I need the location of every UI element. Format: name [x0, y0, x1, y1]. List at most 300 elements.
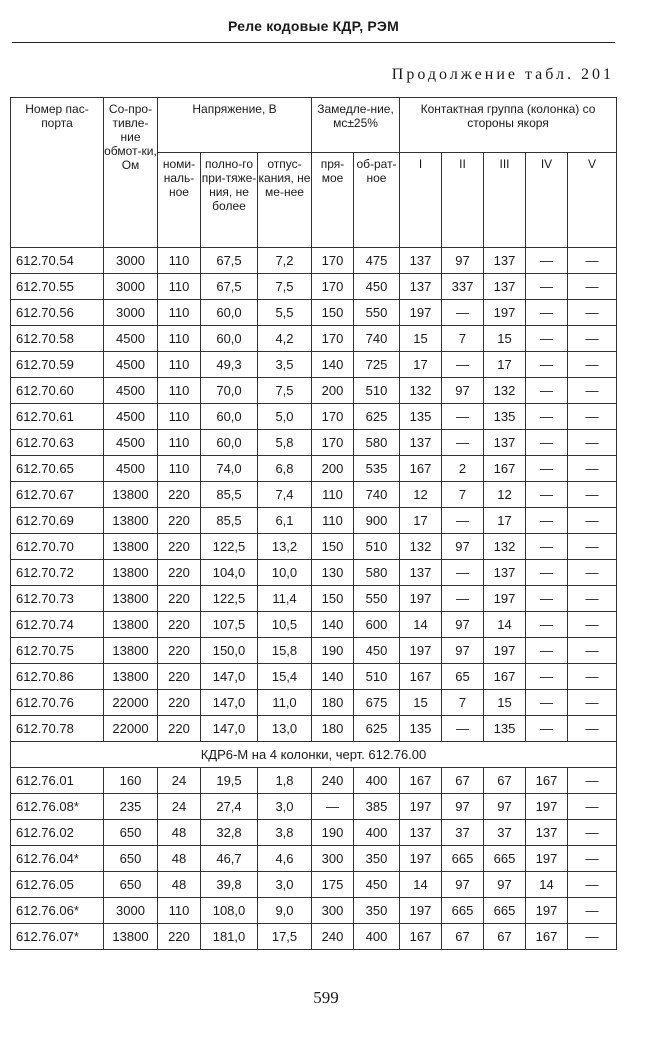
cell-passport-number: 612.76.04* [11, 846, 104, 872]
table-cell: 135 [400, 404, 442, 430]
table-cell: 14 [400, 872, 442, 898]
table-cell: 13800 [104, 534, 158, 560]
table-cell: 60,0 [201, 326, 258, 352]
cell-passport-number: 612.76.06* [11, 898, 104, 924]
table-cell: — [526, 352, 568, 378]
table-cell: 17 [484, 508, 526, 534]
table-cell: — [526, 378, 568, 404]
table-cell: 220 [158, 482, 201, 508]
table-cell: 147,0 [201, 716, 258, 742]
table-section [11, 742, 617, 768]
table-cell: — [568, 716, 617, 742]
table-cell: 17,5 [258, 924, 312, 950]
cell-passport-number: 612.70.76 [11, 690, 104, 716]
table-cell: 4500 [104, 430, 158, 456]
table-row [11, 378, 617, 404]
table-row [11, 690, 617, 716]
table-cell: 197 [400, 638, 442, 664]
table-cell: 60,0 [201, 300, 258, 326]
table-cell: — [568, 612, 617, 638]
table-cell: 140 [312, 352, 354, 378]
table-cell: 11,4 [258, 586, 312, 612]
table-cell: — [526, 690, 568, 716]
table-body-kdr [11, 248, 617, 742]
table-cell: 137 [484, 274, 526, 300]
table-cell: 107,5 [201, 612, 258, 638]
table-cell: 197 [400, 586, 442, 612]
table-cell: 24 [158, 794, 201, 820]
cell-passport-number: 612.70.60 [11, 378, 104, 404]
table-cell: 110 [158, 274, 201, 300]
cell-passport-number: 612.76.02 [11, 820, 104, 846]
table-row [11, 872, 617, 898]
table-cell: 5,5 [258, 300, 312, 326]
table-cell: 510 [354, 534, 400, 560]
table-cell: — [568, 534, 617, 560]
table-cell: 167 [526, 768, 568, 794]
table-cell: 13800 [104, 482, 158, 508]
table-cell: 170 [312, 248, 354, 274]
table-cell: 27,4 [201, 794, 258, 820]
table-cell: — [526, 456, 568, 482]
cell-passport-number: 612.76.08* [11, 794, 104, 820]
table-row [11, 794, 617, 820]
table-cell: 580 [354, 560, 400, 586]
table-cell: 150 [312, 300, 354, 326]
table-cell: 137 [526, 820, 568, 846]
table-cell: 13800 [104, 612, 158, 638]
table-row [11, 274, 617, 300]
header-column-5: V [568, 153, 617, 248]
table-cell: 67 [442, 924, 484, 950]
table-cell: 137 [484, 248, 526, 274]
table-cell: 97 [442, 794, 484, 820]
table-row [11, 898, 617, 924]
table-cell: 110 [158, 378, 201, 404]
table-cell: 4500 [104, 404, 158, 430]
table-cell: 110 [312, 482, 354, 508]
cell-passport-number: 612.70.69 [11, 508, 104, 534]
table-cell: 10,5 [258, 612, 312, 638]
table-row [11, 326, 617, 352]
table-row [11, 456, 617, 482]
cell-passport-number: 612.70.56 [11, 300, 104, 326]
table-cell: 110 [158, 352, 201, 378]
table-row [11, 846, 617, 872]
table-cell: 740 [354, 482, 400, 508]
header-column-4: IV [526, 153, 568, 248]
table-cell: 97 [442, 248, 484, 274]
table-cell: 167 [526, 924, 568, 950]
table-cell: — [568, 326, 617, 352]
header-delay: Замедле-ние, мс±25% [312, 98, 400, 153]
table-cell: 37 [484, 820, 526, 846]
table-cell: 14 [484, 612, 526, 638]
table-cell: — [442, 430, 484, 456]
table-cell: 665 [442, 898, 484, 924]
table-cell: 190 [312, 820, 354, 846]
table-cell: 85,5 [201, 508, 258, 534]
table-cell: — [526, 508, 568, 534]
cell-passport-number: 612.70.72 [11, 560, 104, 586]
table-cell: 13,2 [258, 534, 312, 560]
table-cell: — [526, 482, 568, 508]
table-cell: 4,2 [258, 326, 312, 352]
table-cell: 9,0 [258, 898, 312, 924]
table-cell: 181,0 [201, 924, 258, 950]
table-cell: 197 [484, 638, 526, 664]
table-cell: — [526, 716, 568, 742]
table-cell: — [568, 664, 617, 690]
table-cell: — [568, 456, 617, 482]
header-delay-reverse: об-рат-ное [354, 153, 400, 248]
header-column-1: I [400, 153, 442, 248]
running-head: Реле кодовые КДР, РЭМ [228, 18, 399, 34]
table-cell: 170 [312, 274, 354, 300]
table-cell: 197 [526, 846, 568, 872]
table-cell: 197 [484, 586, 526, 612]
table-cell: 132 [400, 378, 442, 404]
table-cell: 60,0 [201, 430, 258, 456]
table-cell: 220 [158, 690, 201, 716]
table-cell: 625 [354, 404, 400, 430]
cell-passport-number: 612.70.55 [11, 274, 104, 300]
table-row [11, 352, 617, 378]
table-cell: 650 [104, 872, 158, 898]
table-cell: 110 [158, 898, 201, 924]
table-cell: — [442, 716, 484, 742]
table-cell: 17 [400, 508, 442, 534]
table-cell: 13800 [104, 638, 158, 664]
table-cell: 97 [442, 378, 484, 404]
table-cell: 122,5 [201, 586, 258, 612]
table-cell: 37 [442, 820, 484, 846]
table-cell: 550 [354, 586, 400, 612]
table-cell: 665 [484, 898, 526, 924]
table-cell: — [568, 794, 617, 820]
table-cell: 725 [354, 352, 400, 378]
table-row [11, 638, 617, 664]
table-cell: 197 [400, 846, 442, 872]
table-row [11, 716, 617, 742]
table-cell: 11,0 [258, 690, 312, 716]
table-cell: — [442, 404, 484, 430]
table-cell: 170 [312, 404, 354, 430]
table-cell: 7,5 [258, 378, 312, 404]
header-rule [12, 42, 615, 43]
table-cell: 200 [312, 378, 354, 404]
table-cell: 15 [400, 326, 442, 352]
table-cell: 510 [354, 664, 400, 690]
table-cell: 132 [484, 534, 526, 560]
cell-passport-number: 612.70.75 [11, 638, 104, 664]
table-cell: — [568, 248, 617, 274]
table-row [11, 820, 617, 846]
table-cell: 2 [442, 456, 484, 482]
table-cell: — [526, 274, 568, 300]
table-cell: — [526, 560, 568, 586]
table-cell: 7 [442, 690, 484, 716]
table-cell: — [442, 352, 484, 378]
table-cell: — [568, 404, 617, 430]
table-cell: 3,0 [258, 872, 312, 898]
table-cell: — [568, 352, 617, 378]
table-cell: 220 [158, 664, 201, 690]
table-cell: 15 [400, 690, 442, 716]
table-cell: 240 [312, 924, 354, 950]
table-cell: 220 [158, 534, 201, 560]
table-cell: 160 [104, 768, 158, 794]
header-voltage-release: отпус-кания, не ме-нее [258, 153, 312, 248]
table-cell: 167 [400, 768, 442, 794]
table-cell: — [568, 924, 617, 950]
table-cell: 48 [158, 820, 201, 846]
cell-passport-number: 612.70.78 [11, 716, 104, 742]
table-cell: 550 [354, 300, 400, 326]
table-cell: — [442, 508, 484, 534]
table-cell: 110 [158, 326, 201, 352]
table-cell: 22000 [104, 690, 158, 716]
table-cell: 3000 [104, 898, 158, 924]
table-cell: — [526, 664, 568, 690]
table-cell: 147,0 [201, 664, 258, 690]
table-cell: 46,7 [201, 846, 258, 872]
table-cell: 137 [484, 560, 526, 586]
table-row [11, 300, 617, 326]
table-row [11, 768, 617, 794]
table-cell: 197 [526, 898, 568, 924]
table-cell: 147,0 [201, 690, 258, 716]
table-cell: 197 [400, 794, 442, 820]
table-cell: 3000 [104, 274, 158, 300]
table-cell: 6,1 [258, 508, 312, 534]
table-cell: 13800 [104, 924, 158, 950]
header-voltage-nominal: номи-наль-ное [158, 153, 201, 248]
table-cell: 4,6 [258, 846, 312, 872]
table-cell: 15,8 [258, 638, 312, 664]
table-cell: 67 [484, 924, 526, 950]
table-cell: 97 [442, 534, 484, 560]
table-cell: — [526, 326, 568, 352]
table-cell: — [526, 430, 568, 456]
table-cell: 450 [354, 872, 400, 898]
table-cell: 180 [312, 690, 354, 716]
table-row [11, 248, 617, 274]
table-cell: 170 [312, 326, 354, 352]
table-cell: 300 [312, 898, 354, 924]
table-cell: 13,0 [258, 716, 312, 742]
table-cell: 3,8 [258, 820, 312, 846]
table-cell: 665 [484, 846, 526, 872]
table-cell: 132 [400, 534, 442, 560]
section-title: КДР6-М на 4 колонки, черт. 612.76.00 [11, 742, 617, 768]
table-cell: — [526, 534, 568, 560]
table-cell: 385 [354, 794, 400, 820]
table-cell: 220 [158, 612, 201, 638]
table-cell: 49,3 [201, 352, 258, 378]
cell-passport-number: 612.70.70 [11, 534, 104, 560]
table-cell: 4500 [104, 352, 158, 378]
table-cell: 108,0 [201, 898, 258, 924]
table-cell: 3,5 [258, 352, 312, 378]
table-cell: 220 [158, 508, 201, 534]
table-cell: — [526, 300, 568, 326]
cell-passport-number: 612.70.58 [11, 326, 104, 352]
table-cell: 97 [442, 612, 484, 638]
table-cell: 13800 [104, 664, 158, 690]
table-cell: 650 [104, 820, 158, 846]
table-cell: 110 [158, 456, 201, 482]
table-cell: 450 [354, 638, 400, 664]
table-cell: 140 [312, 612, 354, 638]
table-cell: 400 [354, 768, 400, 794]
table-cell: 197 [484, 300, 526, 326]
table-cell: 350 [354, 846, 400, 872]
table-cell: — [568, 378, 617, 404]
cell-passport-number: 612.70.65 [11, 456, 104, 482]
table-cell: — [568, 274, 617, 300]
table-cell: 180 [312, 716, 354, 742]
table-cell: 580 [354, 430, 400, 456]
header-delay-forward: пря-мое [312, 153, 354, 248]
table-cell: — [568, 430, 617, 456]
section-row [11, 742, 617, 768]
table-cell: 15 [484, 690, 526, 716]
table-caption: Продолжение табл. 201 [391, 66, 614, 83]
table-cell: 14 [400, 612, 442, 638]
table-cell: 400 [354, 924, 400, 950]
table-cell: 190 [312, 638, 354, 664]
table-cell: 137 [484, 430, 526, 456]
table-cell: 7,4 [258, 482, 312, 508]
table-cell: 13800 [104, 508, 158, 534]
table-cell: 220 [158, 924, 201, 950]
table-cell: — [568, 898, 617, 924]
table-cell: 67 [484, 768, 526, 794]
table-cell: 15 [484, 326, 526, 352]
table-row [11, 404, 617, 430]
table-cell: 475 [354, 248, 400, 274]
table-cell: — [442, 300, 484, 326]
table-body-kdr6m [11, 768, 617, 950]
cell-passport-number: 612.70.73 [11, 586, 104, 612]
header-column-3: III [484, 153, 526, 248]
table-cell: 140 [312, 664, 354, 690]
table-cell: 104,0 [201, 560, 258, 586]
header-resistance: Со-про-тивле-ние обмот-ки, Ом [104, 98, 158, 248]
table-cell: 97 [484, 872, 526, 898]
table-row [11, 482, 617, 508]
table-cell: 6,8 [258, 456, 312, 482]
table-cell: 67,5 [201, 248, 258, 274]
cell-passport-number: 612.70.63 [11, 430, 104, 456]
header-voltage-pickup: полно-го при-тяже-ния, не более [201, 153, 258, 248]
table-cell: 337 [442, 274, 484, 300]
relay-parameters-table [10, 97, 617, 950]
table-cell: 150,0 [201, 638, 258, 664]
page-number: 599 [313, 988, 339, 1007]
table-cell: 97 [484, 794, 526, 820]
table-cell: — [526, 612, 568, 638]
table-cell: 22000 [104, 716, 158, 742]
table-cell: 3,0 [258, 794, 312, 820]
table-cell: 150 [312, 586, 354, 612]
cell-passport-number: 612.70.59 [11, 352, 104, 378]
table-cell: 665 [442, 846, 484, 872]
table-cell: — [442, 560, 484, 586]
table-cell: 97 [442, 872, 484, 898]
table-cell: 65 [442, 664, 484, 690]
table-cell: 7,5 [258, 274, 312, 300]
cell-passport-number: 612.76.01 [11, 768, 104, 794]
table-cell: 48 [158, 846, 201, 872]
table-cell: 110 [158, 404, 201, 430]
cell-passport-number: 612.76.05 [11, 872, 104, 898]
table-cell: 167 [400, 924, 442, 950]
cell-passport-number: 612.76.07* [11, 924, 104, 950]
table-cell: 4500 [104, 378, 158, 404]
table-cell: — [526, 638, 568, 664]
cell-passport-number: 612.70.67 [11, 482, 104, 508]
table-row [11, 430, 617, 456]
table-cell: — [568, 560, 617, 586]
table-cell: 10,0 [258, 560, 312, 586]
header-voltage: Напряжение, В [158, 98, 312, 153]
table-cell: 137 [400, 430, 442, 456]
table-cell: — [568, 482, 617, 508]
table-cell: — [568, 820, 617, 846]
table-row [11, 508, 617, 534]
table-cell: 400 [354, 820, 400, 846]
table-cell: 13800 [104, 560, 158, 586]
table-cell: 110 [158, 248, 201, 274]
table-cell: 135 [400, 716, 442, 742]
table-cell: 4500 [104, 326, 158, 352]
table-cell: 137 [400, 248, 442, 274]
table-cell: 135 [484, 716, 526, 742]
table-cell: 97 [442, 638, 484, 664]
table-cell: 510 [354, 378, 400, 404]
table-cell: 132 [484, 378, 526, 404]
table-cell: 600 [354, 612, 400, 638]
header-contact-group: Контактная группа (колонка) со стороны якоря [400, 98, 617, 153]
cell-passport-number: 612.70.86 [11, 664, 104, 690]
table-cell: 220 [158, 716, 201, 742]
table-cell: 625 [354, 716, 400, 742]
table-cell: 135 [484, 404, 526, 430]
cell-passport-number: 612.70.54 [11, 248, 104, 274]
table-cell: — [568, 872, 617, 898]
table-cell: 675 [354, 690, 400, 716]
table-cell: — [568, 768, 617, 794]
table-cell: 1,8 [258, 768, 312, 794]
table-cell: 197 [526, 794, 568, 820]
table-cell: 12 [484, 482, 526, 508]
table-cell: 5,0 [258, 404, 312, 430]
header-passport: Номер пас-порта [11, 98, 104, 248]
table-cell: 137 [400, 274, 442, 300]
table-cell: 13800 [104, 586, 158, 612]
table-cell: 450 [354, 274, 400, 300]
table-cell: 3000 [104, 248, 158, 274]
table-cell: — [568, 300, 617, 326]
table-cell: — [568, 586, 617, 612]
table-row [11, 534, 617, 560]
table-cell: 3000 [104, 300, 158, 326]
table-cell: 167 [484, 456, 526, 482]
table-cell: 110 [158, 430, 201, 456]
table-row [11, 586, 617, 612]
